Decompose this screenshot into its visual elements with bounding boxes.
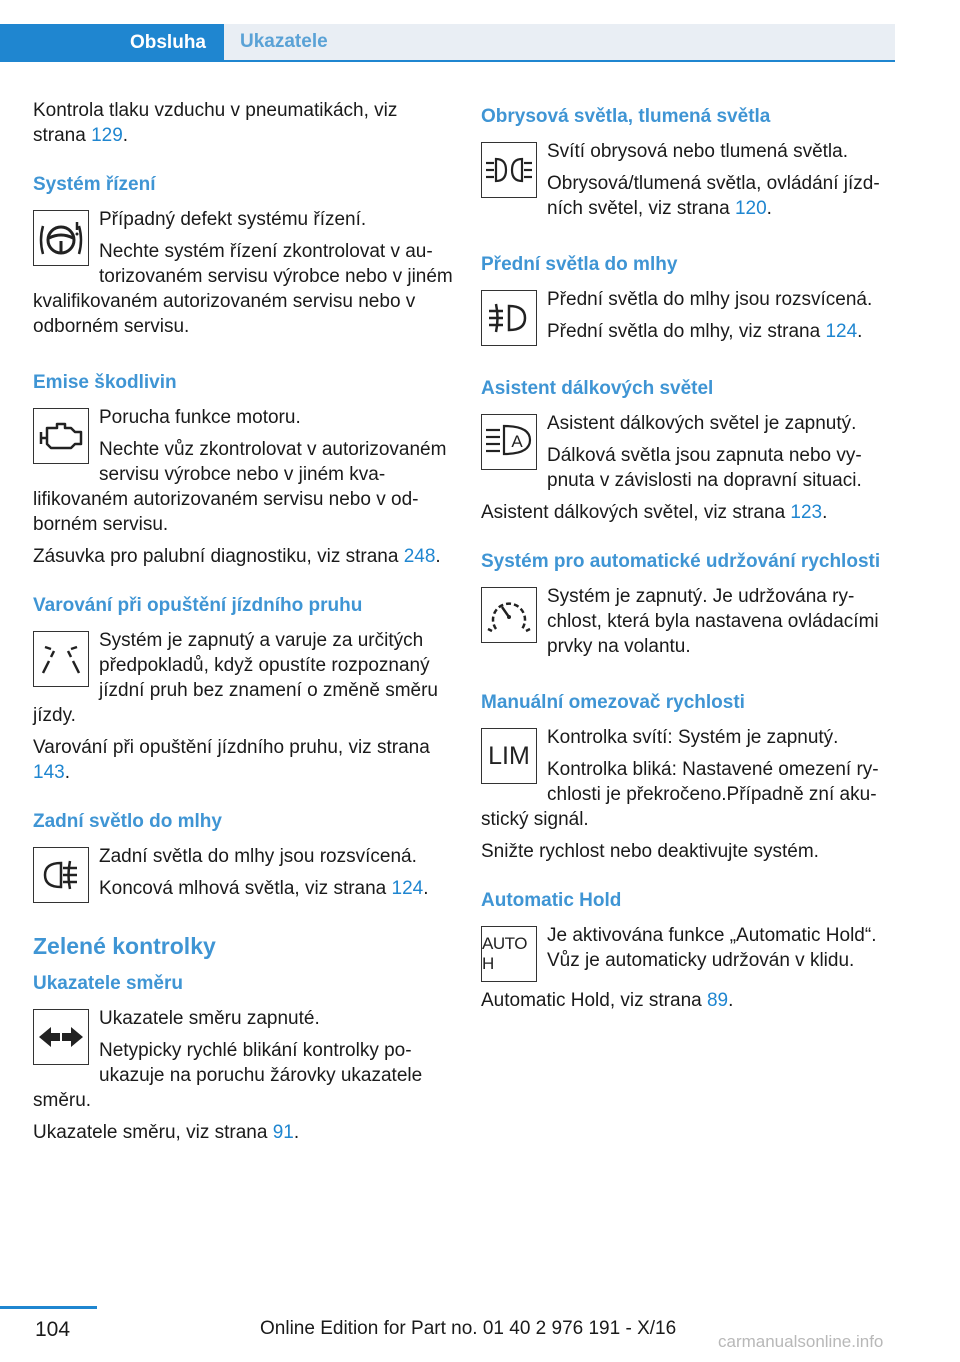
- high-beam-icon-letter: A: [511, 432, 523, 451]
- hold-p1: Je aktivována funkce „Automatic Hold“. Vůz je automaticky udržován v klidu.: [547, 925, 877, 971]
- emission-p3: Zásuvka pro palubní diagnostiku, viz strana 248.: [33, 546, 441, 567]
- hold-item: [481, 923, 901, 988]
- highbeam-item: [481, 411, 901, 500]
- lane-departure-icon: [33, 631, 89, 687]
- page-ref-link[interactable]: 89: [706, 990, 729, 1011]
- engine-check-icon: [33, 408, 89, 464]
- speed-limiter-icon: [481, 728, 537, 784]
- turn-p1: Ukazatele směru zapnuté.: [99, 1008, 320, 1029]
- section-title-cruise: Systém pro automatické udržování rychlosti: [481, 551, 881, 572]
- steering-p2: Nechte systém řízení zkontrolovat v autorizovaném servisu výrobce nebo v jiném kvalifikovaném autorizovaném servisu nebo v odborném servisu.: [33, 241, 453, 337]
- steering-p1: Případný defekt systému řízení.: [99, 209, 367, 230]
- page-ref-link[interactable]: 120: [734, 198, 767, 219]
- steering-item: [33, 207, 453, 346]
- limiter-p1: Kontrolka svítí: Systém je zapnutý.: [547, 727, 839, 748]
- watermark: carmanualsonline.info: [718, 1332, 884, 1351]
- emission-p1: Porucha funkce motoru.: [99, 407, 301, 428]
- section-title-turn: Ukazatele směru: [33, 973, 183, 994]
- steering-wheel-warning-icon: [33, 210, 89, 266]
- parking-lights-icon: [481, 142, 537, 198]
- frontfog-p1: Přední světla do mlhy jsou rozsvícená.: [547, 289, 873, 310]
- parking-p2: Obrysová/tlumená světla, ovládání jízdních světel, viz strana 120.: [547, 173, 880, 219]
- hold-p2: Automatic Hold, viz strana 89.: [481, 990, 734, 1011]
- edition-text: Online Edition for Part no. 01 40 2 976 191 - X/16: [260, 1318, 677, 1339]
- front-fog-light-icon: [481, 290, 537, 346]
- rearfog-p2: Koncová mlhová světla, viz strana 124.: [99, 878, 429, 899]
- section-title-green-lights: Zelené kontrolky: [33, 933, 216, 959]
- turn-signal-arrows-icon: [33, 1009, 89, 1065]
- lane-p1: Systém je zapnutý a varuje za určitých předpokladů, když opustíte rozpoznaný jízdní pruh bez znamení o změně směru jízdy.: [33, 630, 439, 726]
- page-ref-link[interactable]: 248: [403, 546, 436, 567]
- section-title-emission: Emise škodlivin: [33, 372, 177, 393]
- rearfog-item: [33, 844, 453, 909]
- rear-fog-light-icon: [33, 847, 89, 903]
- highbeam-p2: Dálková světla jsou zapnuta nebo vypnuta v závislosti na dopravní situaci.: [547, 445, 862, 491]
- auto-hold-icon: [481, 926, 537, 982]
- section-title-rearfog: Zadní světlo do mlhy: [33, 811, 222, 832]
- tab-ukazatele[interactable]: Ukazatele: [224, 24, 895, 60]
- section-title-frontfog: Přední světla do mlhy: [481, 254, 678, 275]
- page-header: [0, 0, 960, 62]
- lane-item: [33, 628, 453, 735]
- limiter-icon-label: LIM: [488, 741, 530, 770]
- parking-item: [481, 139, 901, 228]
- section-title-hold: Automatic Hold: [481, 890, 622, 911]
- page-ref-link[interactable]: 124: [391, 878, 424, 899]
- rearfog-p1: Zadní světla do mlhy jsou rozsvícená.: [99, 846, 417, 867]
- section-title-parking: Obrysová světla, tlumená světla: [481, 106, 771, 127]
- limiter-p3: Snižte rychlost nebo deaktivujte systém.: [481, 841, 819, 862]
- page-ref-link[interactable]: 143: [33, 762, 65, 783]
- limiter-p2: Kontrolka bliká: Nastavené omezení rychlosti je překročeno.Případně zní akustický signál.: [481, 759, 879, 830]
- section-title-highbeam: Asistent dálkových světel: [481, 378, 714, 399]
- limiter-item: [481, 725, 901, 839]
- cruise-control-icon: [481, 587, 537, 643]
- intro-paragraph: Kontrola tlaku vzduchu v pneumatikách, viz strana 129.: [33, 100, 398, 146]
- left-column: [33, 98, 453, 1159]
- turn-item: [33, 1006, 453, 1120]
- page-ref-link[interactable]: 124: [825, 321, 858, 342]
- section-title-lane: Varování při opuštění jízdního pruhu: [33, 595, 363, 616]
- page-ref-link[interactable]: 129: [91, 125, 123, 146]
- cruise-p1: Systém je zapnutý. Je udržována rychlost, která byla nastavena ovládacími prvky na volantu.: [547, 586, 879, 657]
- cruise-item: [481, 584, 901, 666]
- turn-p3: Ukazatele směru, viz strana 91.: [33, 1122, 300, 1143]
- page-number: 104: [35, 1318, 71, 1341]
- frontfog-p2: Přední světla do mlhy, viz strana 124.: [547, 321, 863, 342]
- highbeam-p1: Asistent dálkových světel je zapnutý.: [547, 413, 857, 434]
- page-ref-link[interactable]: 91: [272, 1122, 294, 1143]
- high-beam-assistant-icon: [481, 414, 537, 470]
- lane-p2: Varování při opuštění jízdního pruhu, viz strana 143.: [33, 737, 430, 783]
- section-title-limiter: Manuální omezovač rychlosti: [481, 692, 745, 713]
- frontfog-item: [481, 287, 901, 352]
- parking-p1: Svítí obrysová nebo tlumená světla.: [547, 141, 848, 162]
- section-title-steering: Systém řízení: [33, 174, 156, 195]
- auto-hold-icon-label: AUTO H: [482, 934, 527, 973]
- highbeam-p3: Asistent dálkových světel, viz strana 123.: [481, 502, 828, 523]
- header-divider: [0, 60, 895, 62]
- footer-divider: [0, 1306, 97, 1309]
- page-ref-link[interactable]: 123: [790, 502, 823, 523]
- right-column: [481, 98, 901, 1027]
- emission-item: [33, 405, 453, 544]
- tab-obsluha[interactable]: Obsluha: [0, 24, 224, 62]
- emission-p2: Nechte vůz zkontrolovat v autorizovaném servisu výrobce nebo v jiném kvalifikovaném autorizovaném servisu nebo v odborném servisu.: [33, 439, 447, 535]
- turn-p2: Netypicky rychlé blikání kontrolky poukazuje na poruchu žárovky ukazatele směru.: [33, 1040, 423, 1111]
